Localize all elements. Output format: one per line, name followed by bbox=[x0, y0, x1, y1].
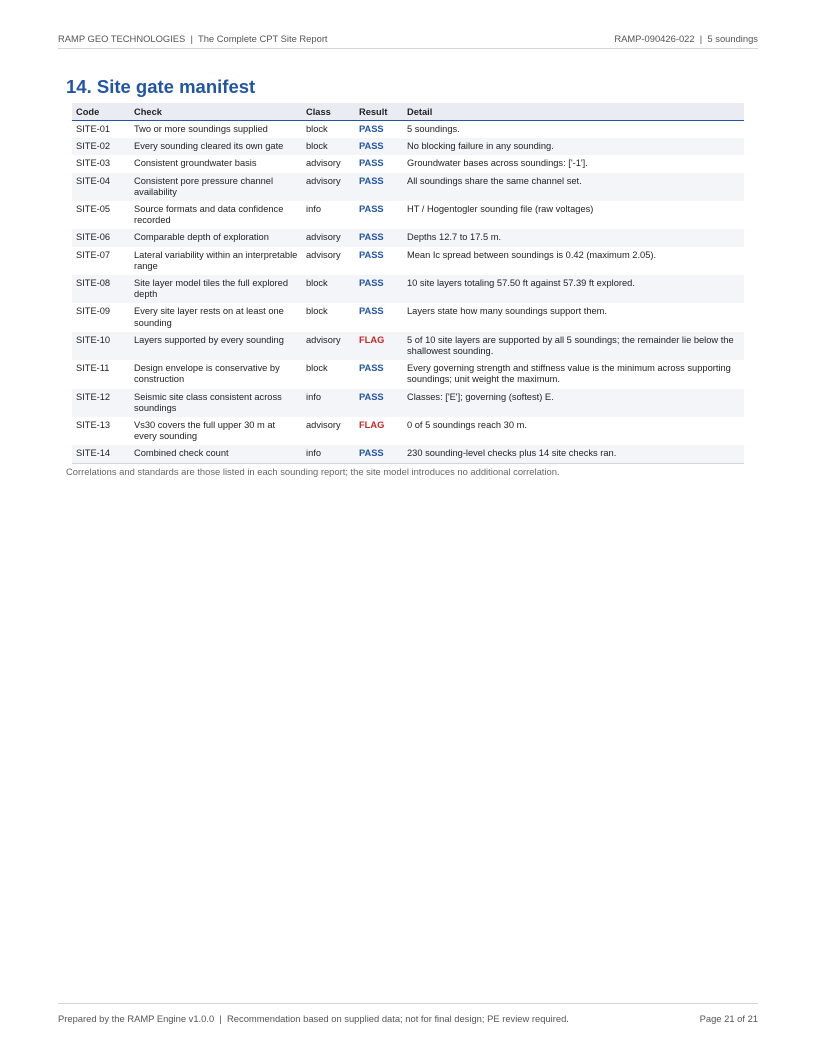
cell-code: SITE-08 bbox=[72, 275, 130, 303]
cell-check: Design envelope is conservative by construction bbox=[134, 363, 280, 385]
page-footer bbox=[58, 1003, 758, 1024]
column-header-check: Check bbox=[130, 103, 302, 121]
table-row bbox=[72, 173, 744, 201]
cell-detail: HT / Hogentogler sounding file (raw voltages) bbox=[407, 204, 594, 215]
table-row bbox=[72, 303, 744, 331]
column-header-class: Class bbox=[302, 103, 355, 121]
cell-check: Two or more soundings supplied bbox=[134, 124, 268, 134]
cell-class: block bbox=[302, 275, 355, 303]
cell-class: advisory bbox=[302, 173, 355, 201]
table-row bbox=[72, 275, 744, 303]
column-header-result: Result bbox=[355, 103, 403, 121]
page-header bbox=[58, 33, 758, 49]
cell-result: PASS bbox=[359, 158, 384, 169]
cell-code: SITE-14 bbox=[72, 445, 130, 463]
cell-result: PASS bbox=[359, 249, 384, 260]
cell-result: PASS bbox=[359, 363, 384, 374]
correlation-note: Correlations and standards are those listed in each sounding report; the site model introduces no additional correlation. bbox=[66, 466, 560, 477]
cell-detail: Classes: ['E']; governing (softest) E. bbox=[403, 389, 744, 417]
cell-code: SITE-11 bbox=[76, 363, 110, 374]
cell-detail: Every governing strength and stiffness value is the minimum across supporting soundings; unit weight the maximum. bbox=[407, 363, 731, 385]
cell-code: SITE-13 bbox=[76, 420, 111, 431]
column-header-detail: Detail bbox=[403, 103, 744, 121]
cell-check: Site layer model tiles the full explored depth bbox=[130, 275, 302, 303]
cell-check: Consistent pore pressure channel availability bbox=[130, 173, 302, 201]
header-left: RAMP GEO TECHNOLOGIES | The Complete CPT Site Report bbox=[58, 33, 328, 44]
cell-detail: 230 sounding-level checks plus 14 site checks ran. bbox=[403, 445, 744, 463]
table-row bbox=[72, 417, 744, 445]
cell-detail: Groundwater bases across soundings: ['-1']. bbox=[407, 158, 588, 169]
table-row bbox=[72, 201, 744, 229]
table-body bbox=[72, 121, 744, 464]
cell-check: Combined check count bbox=[130, 445, 302, 463]
cell-result: PASS bbox=[355, 173, 403, 201]
table-row bbox=[72, 155, 744, 172]
cell-check: Consistent groundwater basis bbox=[134, 158, 257, 169]
header-right: RAMP-090426-022 | 5 soundings bbox=[614, 33, 758, 44]
cell-code: SITE-12 bbox=[72, 389, 130, 417]
cell-detail: No blocking failure in any sounding. bbox=[403, 138, 744, 155]
cell-result: FLAG bbox=[355, 332, 403, 360]
cell-class: info bbox=[306, 204, 321, 215]
cell-check: Lateral variability within an interpretable range bbox=[134, 249, 298, 271]
cell-code: SITE-01 bbox=[76, 124, 111, 134]
cell-result: PASS bbox=[359, 306, 384, 317]
table-row bbox=[72, 445, 744, 463]
cell-check: Every sounding cleared its own gate bbox=[130, 138, 302, 155]
table-row bbox=[72, 121, 744, 139]
cell-result: PASS bbox=[359, 124, 384, 134]
cell-class: info bbox=[302, 445, 355, 463]
cell-class: block bbox=[306, 363, 328, 374]
footer-left: Prepared by the RAMP Engine v1.0.0 | Recommendation based on supplied data; not for final design; PE review required. bbox=[58, 1013, 569, 1024]
site-gate-manifest-table bbox=[72, 103, 744, 464]
cell-check: Source formats and data confidence recorded bbox=[134, 204, 284, 226]
footer-page-number: Page 21 of 21 bbox=[699, 1013, 758, 1024]
table-row bbox=[72, 389, 744, 417]
table-header-row bbox=[72, 103, 744, 121]
cell-code: SITE-05 bbox=[76, 204, 111, 215]
cell-check: Layers supported by every sounding bbox=[130, 332, 302, 360]
cell-check: Seismic site class consistent across soundings bbox=[130, 389, 302, 417]
cell-result: PASS bbox=[355, 138, 403, 155]
table-row bbox=[72, 332, 744, 360]
cell-detail: 0 of 5 soundings reach 30 m. bbox=[407, 420, 527, 431]
cell-class: advisory bbox=[302, 332, 355, 360]
cell-code: SITE-06 bbox=[72, 229, 130, 246]
cell-class: block bbox=[306, 124, 328, 134]
cell-detail: All soundings share the same channel set. bbox=[403, 173, 744, 201]
cell-result: PASS bbox=[355, 229, 403, 246]
cell-code: SITE-02 bbox=[72, 138, 130, 155]
cell-detail: 5 of 10 site layers are supported by all 5 soundings; the remainder lie below the shallowest sounding. bbox=[403, 332, 744, 360]
section-title: 14. Site gate manifest bbox=[66, 76, 256, 97]
column-header-code: Code bbox=[72, 103, 130, 121]
cell-class: advisory bbox=[306, 420, 341, 431]
cell-result: PASS bbox=[359, 204, 384, 215]
cell-detail: Depths 12.7 to 17.5 m. bbox=[403, 229, 744, 246]
cell-check: Every site layer rests on at least one sounding bbox=[134, 306, 284, 328]
cell-class: advisory bbox=[302, 229, 355, 246]
cell-code: SITE-09 bbox=[76, 306, 111, 317]
cell-code: SITE-10 bbox=[72, 332, 130, 360]
table-row bbox=[72, 360, 744, 388]
cell-result: FLAG bbox=[359, 420, 385, 431]
table-row bbox=[72, 229, 744, 246]
cell-result: PASS bbox=[355, 275, 403, 303]
cell-detail: Layers state how many soundings support them. bbox=[407, 306, 607, 317]
cell-check: Vs30 covers the full upper 30 m at every sounding bbox=[134, 420, 276, 442]
cell-code: SITE-03 bbox=[76, 158, 111, 169]
cell-class: block bbox=[302, 138, 355, 155]
cell-detail: Mean Ic spread between soundings is 0.42 (maximum 2.05). bbox=[407, 249, 657, 260]
cell-detail: 10 site layers totaling 57.50 ft against 57.39 ft explored. bbox=[403, 275, 744, 303]
cell-detail: 5 soundings. bbox=[407, 124, 460, 134]
cell-result: PASS bbox=[355, 389, 403, 417]
cell-check: Comparable depth of exploration bbox=[130, 229, 302, 246]
cell-result: PASS bbox=[355, 445, 403, 463]
cell-class: block bbox=[306, 306, 328, 317]
table-row bbox=[72, 138, 744, 155]
table-row bbox=[72, 247, 744, 275]
cell-class: info bbox=[302, 389, 355, 417]
cell-class: advisory bbox=[306, 158, 341, 169]
cell-code: SITE-04 bbox=[72, 173, 130, 201]
cell-code: SITE-07 bbox=[76, 249, 111, 260]
cell-class: advisory bbox=[306, 249, 341, 260]
